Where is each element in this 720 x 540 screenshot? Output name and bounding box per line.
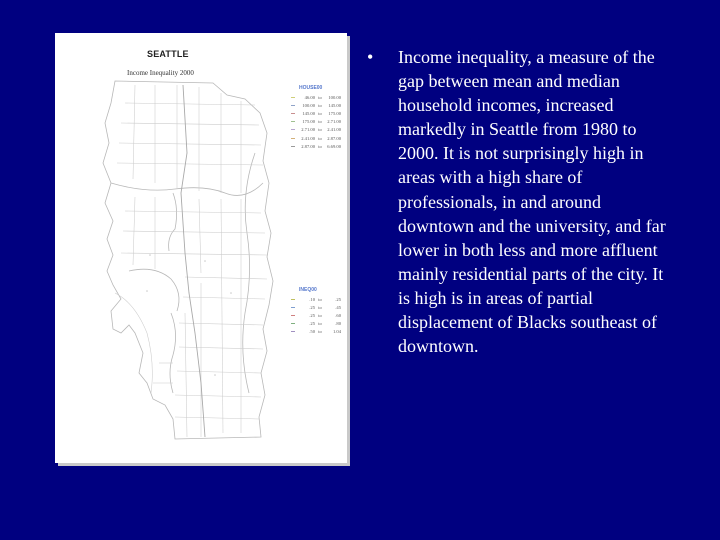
legend-to-value: to — [318, 304, 322, 310]
duwamish — [170, 313, 176, 393]
legend-high-value: .45 — [335, 304, 341, 310]
legend-high-value: 145.00 — [328, 102, 341, 108]
legend-to-value: to — [318, 135, 322, 141]
bullet-marker: • — [367, 47, 374, 67]
legend-to-value: to — [318, 102, 322, 108]
legend-low-value: .50 — [309, 329, 315, 335]
legend-row — [291, 93, 341, 101]
elliott-bay — [129, 269, 179, 311]
legend-low-value: 46.00 — [304, 94, 315, 100]
legend-row — [291, 320, 341, 328]
legend-swatch — [291, 129, 295, 130]
legend-row — [291, 101, 341, 109]
legend-low-value: 145.00 — [302, 110, 315, 116]
legend-to-value: to — [318, 321, 322, 327]
legend-row — [291, 303, 341, 311]
legend-high-value: 2.41.00 — [327, 127, 341, 133]
legend-high-value: 2.71.00 — [327, 119, 341, 125]
map-subtitle: Income Inequality 2000 — [127, 69, 194, 77]
legend-house-heading: HOUSE00 — [299, 85, 323, 91]
legend-swatch — [291, 331, 295, 332]
legend-to-value: to — [318, 94, 322, 100]
legend-swatch — [291, 315, 295, 316]
legend-to-value: to — [318, 329, 322, 335]
legend-ineq-rows — [291, 295, 341, 336]
legend-to-value: to — [318, 143, 322, 149]
legend-house — [291, 85, 341, 150]
legend-swatch — [291, 307, 295, 308]
legend-row — [291, 134, 341, 142]
bullet-text: Income inequality, a measure of the gap between mean and median household incomes, increased markedly in Seattle from 1980 to 2000. It is not surprisingly high in areas with a high share of professionals, in and around downtown and the university, and far lower in both less and more affluent mainly residential parts of the city. It is high is in areas of partial displacement of Blacks southeast of downtown. — [398, 47, 666, 357]
legend-low-value: .25 — [309, 321, 315, 327]
legend-swatch — [291, 323, 295, 324]
legend-to-value: to — [318, 312, 322, 318]
legend-swatch — [291, 113, 295, 114]
map-title: SEATTLE — [147, 49, 189, 59]
legend-swatch — [291, 138, 295, 139]
legend-ineq-heading: INEQ00 — [299, 287, 317, 293]
legend-low-value: .25 — [309, 304, 315, 310]
legend-row — [291, 109, 341, 117]
legend-low-value: 2.41.00 — [301, 135, 315, 141]
legend-row — [291, 142, 341, 150]
legend-low-value: 100.00 — [302, 102, 315, 108]
lake-shore — [243, 153, 255, 393]
legend-high-value: .80 — [335, 321, 341, 327]
legend-swatch — [291, 97, 295, 98]
legend-swatch — [291, 105, 295, 106]
legend-row — [291, 295, 341, 303]
legend-low-value: 175.00 — [302, 119, 315, 125]
legend-high-value: .25 — [335, 296, 341, 302]
legend-high-value: 2.87.00 — [327, 135, 341, 141]
legend-swatch — [291, 121, 295, 122]
legend-swatch — [291, 299, 295, 300]
legend-to-value: to — [318, 296, 322, 302]
legend-low-value: .25 — [309, 312, 315, 318]
legend-high-value: 100.00 — [328, 94, 341, 100]
legend-to-value: to — [318, 119, 322, 125]
legend-high-value: 6.69.00 — [327, 143, 341, 149]
legend-high-value: 1.04 — [332, 329, 341, 335]
legend-high-value: 175.00 — [328, 110, 341, 116]
legend-swatch — [291, 146, 295, 147]
legend-low-value: .10 — [309, 296, 315, 302]
lake-union — [169, 193, 177, 251]
ship-canal — [111, 183, 263, 195]
legend-to-value: to — [318, 127, 322, 133]
legend-row — [291, 311, 341, 319]
legend-house-rows — [291, 93, 341, 150]
legend-low-value: 2.87.00 — [301, 143, 315, 149]
legend-high-value: .60 — [335, 312, 341, 318]
legend-row — [291, 328, 341, 336]
legend-row — [291, 126, 341, 134]
interstate-5 — [181, 85, 205, 437]
legend-row — [291, 118, 341, 126]
legend-low-value: 2.71.00 — [301, 127, 315, 133]
legend-ineq — [291, 287, 341, 336]
seattle-income-inequality-map — [55, 33, 347, 463]
legend-to-value: to — [318, 110, 322, 116]
